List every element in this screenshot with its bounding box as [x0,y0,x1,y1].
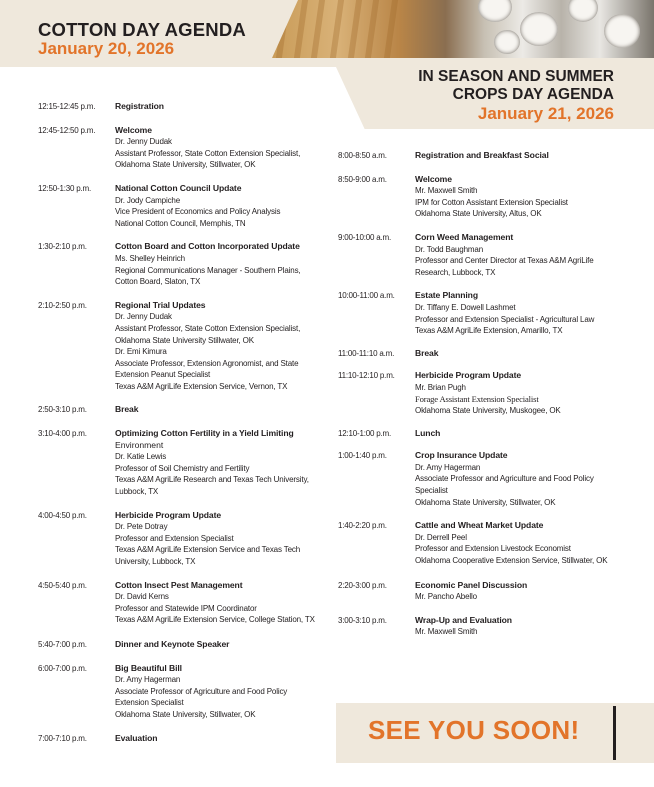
agenda-details [115,580,326,626]
speaker-detail: Oklahoma Cooperative Extension Service, Stillwater, OK [415,556,608,566]
speaker-detail: Extension Specialist [115,698,184,708]
speaker-detail: Professor and Statewide IPM Coordinator [115,603,257,613]
agenda-session-title: Cattle and Wheat Market Update [415,520,544,531]
speaker-detail: Texas A&M AgriLife Extension Service, Vernon, TX [115,381,288,391]
speaker-detail: Oklahoma State University, Muskogee, OK [415,406,561,416]
agenda-session-title: Break [415,347,439,358]
speaker-name: Mr. Pancho Abello [415,592,477,602]
agenda-item [38,639,326,651]
agenda-session-title: Evaluation [115,732,158,743]
agenda-details [115,428,326,498]
agenda-item [38,404,326,416]
agenda-details [115,733,326,745]
agenda-item [338,150,618,162]
speaker-detail: Texas A&M AgriLife Research and Texas Tech University, [115,475,309,485]
agenda-item [338,232,618,278]
closing-message: SEE YOU SOON! [368,715,580,745]
speaker-detail: Lubbock, TX [115,487,159,497]
agenda-session-title: Cotton Insect Pest Management [115,579,243,590]
agenda-session-title: Optimizing Cotton Fertility in a Yield Limiting [115,428,294,439]
agenda-item [338,348,618,360]
agenda-details [115,663,326,721]
speaker-name: Mr. Maxwell Smith [415,186,478,196]
agenda-details [415,348,618,360]
agenda-time: 12:45-12:50 p.m. [38,125,96,135]
agenda-item [338,370,618,416]
speaker-detail: Oklahoma State University, Stillwater, OK [115,709,256,719]
agenda-details [115,125,326,171]
speaker-name: Dr. Amy Hagerman [415,462,481,472]
agenda-time: 12:15-12:45 p.m. [38,102,96,111]
agenda-item [38,733,326,745]
agenda-item [338,520,618,566]
agenda-item [338,174,618,220]
agenda-time: 7:00-7:10 p.m. [38,733,87,743]
speaker-name: Dr. Derrell Peel [415,532,467,542]
agenda-time: 10:00-11:00 a.m. [338,291,395,301]
speaker-detail: National Cotton Council, Memphis, TN [115,218,246,228]
speaker-detail: Associate Professor, Extension Agronomist, and State [115,358,299,368]
closing-accent-bar [613,706,616,760]
agenda-session-title: Registration [115,101,164,111]
speaker-detail: Professor and Extension Specialist [115,533,234,543]
agenda-session-title: Dinner and Keynote Speaker [115,638,230,649]
speaker-detail: Professor and Center Director at Texas A&M AgriLife [415,256,594,266]
speaker-detail: Texas A&M AgriLife Extension, Amarillo, TX [415,326,563,336]
agenda-session-title: Welcome [115,124,152,135]
agenda-details [115,300,326,393]
agenda-session-title: National Cotton Council Update [115,182,242,193]
agenda-time: 11:10-12:10 p.m. [338,371,395,381]
header-divider [268,0,298,67]
speaker-name: Ms. Shelley Heinrich [115,253,185,263]
agenda-session-title: Welcome [415,173,452,184]
agenda-time: 4:00-4:50 p.m. [38,510,87,520]
agenda-details [415,150,618,162]
speaker-detail: Specialist [415,486,448,496]
agenda-item [338,580,618,603]
agenda-time: 9:00-10:00 a.m. [338,232,392,242]
speaker-detail: Dr. Emi Kimura [115,347,167,357]
agenda-time: 2:10-2:50 p.m. [38,300,87,310]
speaker-name: Dr. Todd Baughman [415,244,484,254]
agenda-details [115,183,326,229]
agenda-time: 8:50-9:00 a.m. [338,174,387,184]
agenda-session-title: Wrap-Up and Evaluation [415,614,512,625]
agenda-details [415,232,618,278]
speaker-detail: Oklahoma State University, Stillwater, OK [115,160,256,170]
summer-crops-title: IN SEASON AND SUMMER CROPS DAY AGENDA [418,68,614,103]
agenda-item [338,450,618,508]
speaker-detail: Professor and Extension Specialist - Agricultural Law [415,314,595,324]
agenda-item [38,510,326,568]
agenda-session-title: Regional Trial Updates [115,299,206,310]
speaker-name: Dr. Katie Lewis [115,452,167,462]
agenda-time: 11:00-11:10 a.m. [338,348,395,358]
speaker-detail: Regional Communications Manager - Southern Plains, [115,265,301,275]
agenda-session-title: Crop Insurance Update [415,450,508,461]
agenda-details [415,174,618,220]
agenda-item [338,290,618,336]
agenda-details [115,101,326,113]
speaker-name: Dr. Amy Hagerman [115,675,181,685]
speaker-detail: Professor of Soil Chemistry and Fertility [115,463,250,473]
agenda-session-title: Corn Weed Management [415,231,514,242]
agenda-item [338,615,618,638]
agenda-time: 2:50-3:10 p.m. [38,405,87,415]
agenda-session-title: Big Beautiful Bill [115,662,182,673]
speaker-name: Dr. Jody Campiche [115,195,181,205]
cotton-day-agenda [38,101,326,744]
agenda-time: 3:00-3:10 p.m. [338,615,387,625]
agenda-session-title: Cotton Board and Cotton Incorporated Update [115,241,300,252]
speaker-detail: Oklahoma State University, Altus, OK [415,209,542,219]
speaker-detail: IPM for Cotton Assistant Extension Specialist [415,197,568,207]
agenda-time: 8:00-8:50 a.m. [338,151,387,160]
agenda-time: 1:00-1:40 p.m. [338,451,387,461]
speaker-detail: Cotton Board, Slaton, TX [115,277,201,287]
speaker-detail: Vice President of Economics and Policy Analysis [115,207,281,217]
speaker-detail: Assistant Professor, State Cotton Extension Specialist, [115,148,301,158]
speaker-name: Dr. Jenny Dudak [115,137,172,147]
agenda-item [38,580,326,626]
speaker-name: Dr. Pete Dotray [115,522,168,532]
speaker-detail: Oklahoma State University, Stillwater, OK [415,497,556,507]
agenda-item [38,300,326,393]
agenda-item [338,428,618,440]
cotton-day-date: January 20, 2026 [38,39,175,58]
speaker-name: Mr. Brian Pugh [415,382,466,392]
agenda-item [38,241,326,287]
header-crop-photo [268,0,654,58]
agenda-details [415,428,618,440]
agenda-time: 2:20-3:00 p.m. [338,580,387,590]
agenda-session-title: Break [115,404,139,415]
agenda-session-title: Estate Planning [415,290,478,301]
speaker-name: Mr. Maxwell Smith [415,627,478,637]
agenda-item [38,125,326,171]
speaker-detail: Extension Peanut Specialist [115,370,211,380]
agenda-details [415,450,618,508]
agenda-details [415,580,618,603]
speaker-name: Dr. Tiffany E. Dowell Lashmet [415,302,516,312]
agenda-details [415,370,618,416]
speaker-name: Dr. Jenny Dudak [115,312,172,322]
speaker-name: Dr. David Kerns [115,592,169,602]
agenda-item [38,428,326,498]
agenda-details [115,639,326,651]
agenda-time: 1:30-2:10 p.m. [38,242,87,252]
agenda-details [115,241,326,287]
agenda-details [115,510,326,568]
agenda-time: 4:50-5:40 p.m. [38,580,87,590]
summer-crops-agenda [338,150,618,638]
agenda-session-title-continued: Environment [115,439,164,450]
agenda-session-title: Lunch [415,427,441,438]
agenda-session-title: Registration and Breakfast Social [415,150,549,160]
speaker-detail: Associate Professor and Agriculture and Food Policy [415,474,594,484]
agenda-details [415,615,618,638]
speaker-detail: Texas A&M AgriLife Extension Service and Texas Tech [115,545,301,555]
agenda-item [38,663,326,721]
agenda-time: 1:40-2:20 p.m. [338,521,387,531]
speaker-detail: Associate Professor of Agriculture and Food Policy [115,686,288,696]
agenda-time: 6:00-7:00 p.m. [38,663,87,673]
agenda-details [415,520,618,566]
agenda-details [115,404,326,416]
summer-crops-date: January 21, 2026 [477,104,614,123]
speaker-detail: Oklahoma State University Stillwater, OK [115,335,254,345]
agenda-time: 5:40-7:00 p.m. [38,639,87,649]
speaker-detail: Texas A&M AgriLife Extension Service, College Station, TX [115,615,315,625]
cotton-day-title: COTTON DAY AGENDA [38,19,246,40]
agenda-session-title: Herbicide Program Update [115,509,222,520]
speaker-detail: Assistant Professor, State Cotton Extension Specialist, [115,323,301,333]
agenda-item [38,101,326,113]
agenda-time: 12:10-1:00 p.m. [338,428,392,438]
agenda-details [415,290,618,336]
speaker-detail: University, Lubbock, TX [115,557,196,566]
speaker-detail: Professor and Extension Livestock Economist [415,544,571,554]
agenda-time: 3:10-4:00 p.m. [38,429,87,439]
speaker-detail: Forage Assistant Extension Specialist [415,393,539,404]
agenda-session-title: Economic Panel Discussion [415,579,528,590]
agenda-session-title: Herbicide Program Update [415,370,522,381]
agenda-item [38,183,326,229]
agenda-time: 12:50-1:30 p.m. [38,183,92,193]
speaker-detail: Research, Lubbock, TX [415,267,496,277]
